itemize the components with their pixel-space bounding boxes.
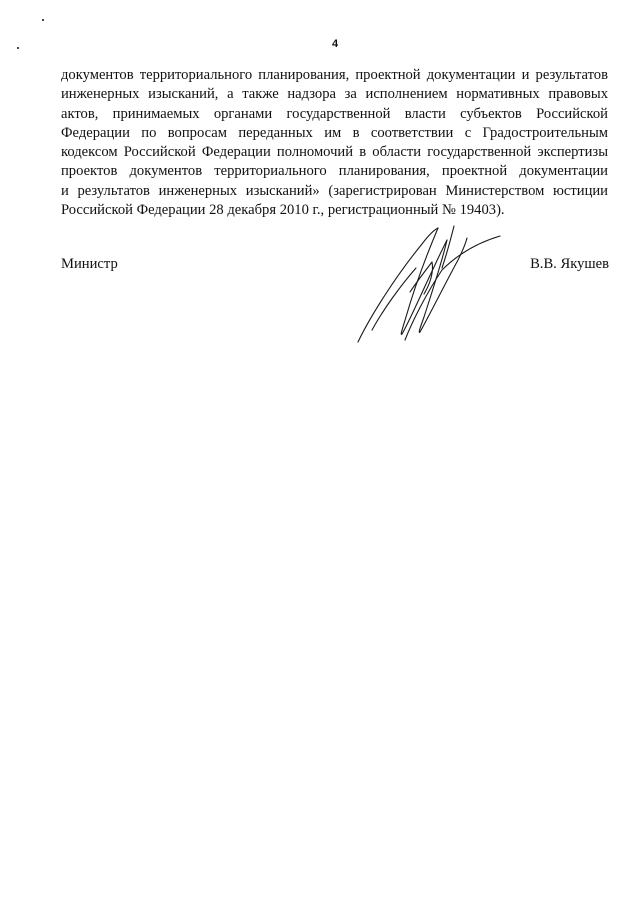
- body-paragraph: [61, 66, 608, 220]
- paragraph-line: инженерных изысканий, а также надзора за исполнением нормативных правовых: [61, 86, 608, 103]
- paragraph-line: документов территориального планирования, проектной документации и результатов: [61, 67, 608, 83]
- signatory-title: Министр: [61, 256, 118, 272]
- paragraph-line: Российской Федерации 28 декабря 2010 г., регистрационный № 19403).: [61, 202, 505, 219]
- scan-speck: [42, 19, 44, 21]
- paragraph-line: и результатов инженерных изысканий» (зарегистрирован Министерством юстиции: [61, 182, 608, 199]
- handwritten-signature: [350, 222, 505, 347]
- paragraph-line: Федерации по вопросам переданных им в соответствии с Градостроительным: [61, 124, 608, 141]
- paragraph-line: кодексом Российской Федерации полномочий в области государственной экспертизы: [61, 144, 608, 161]
- paragraph-line: проектов документов территориального планирования, проектной документации: [61, 163, 608, 180]
- paragraph-line: актов, принимаемых органами государственной власти субъектов Российской: [61, 105, 608, 122]
- signatory-name: В.В. Якушев: [530, 256, 609, 272]
- page-number: 4: [331, 38, 339, 50]
